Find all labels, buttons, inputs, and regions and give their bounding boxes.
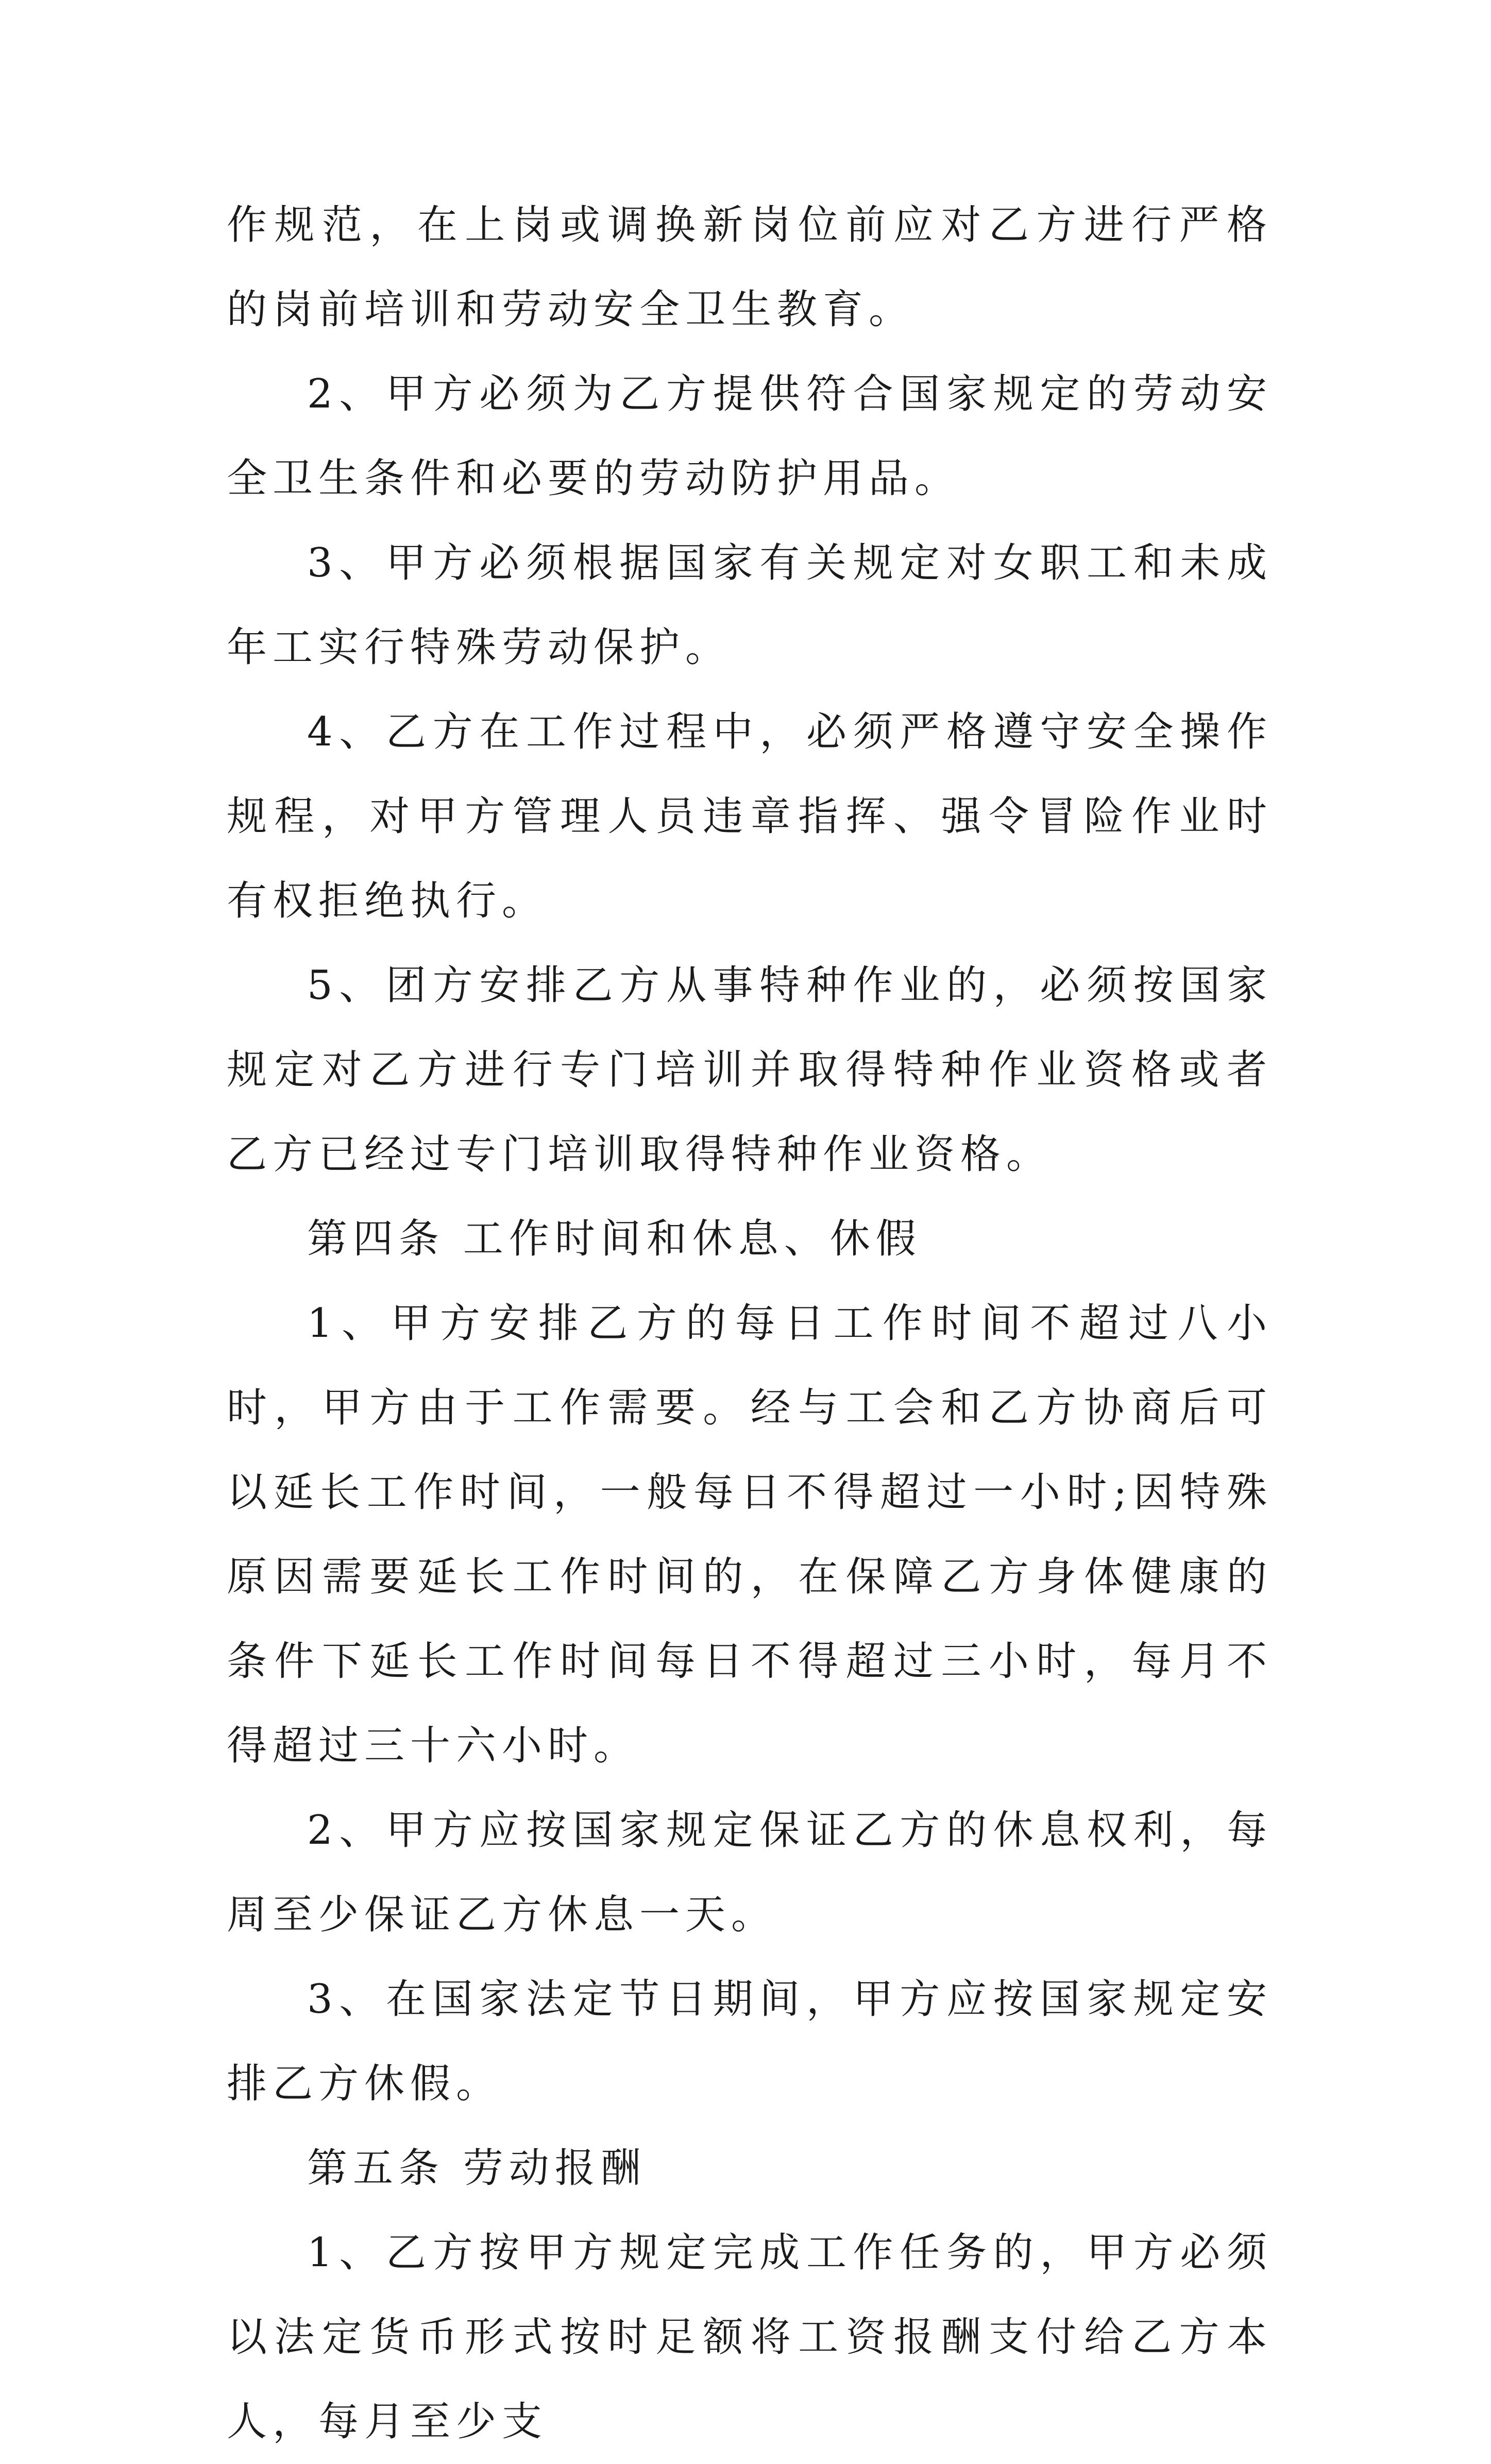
- paragraph-item-2-safety-conditions: 2、甲方必须为乙方提供符合国家规定的劳动安全卫生条件和必要的劳动防护用品。: [227, 371, 1273, 502]
- document-body: [227, 183, 1273, 2464]
- paragraph-article-4-item-1-working-hours: 1、甲方安排乙方的每日工作时间不超过八小时，甲方由于工作需要。经与工会和乙方协商后可以延长工作时间，一般每日不得超过一小时;因特殊原因需要延长工作时间的，在保障乙方身体健康的条件下延长工作时间每日不得超过三小时，每月不得超过三十六小时。: [227, 1300, 1273, 1769]
- paragraph-article-4-item-3-holidays: 3、在国家法定节日期间，甲方应按国家规定安排乙方休假。: [227, 1976, 1273, 2107]
- paragraph-article-4-item-2-rest-rights: 2、甲方应按国家规定保证乙方的休息权利，每周至少保证乙方休息一天。: [227, 1807, 1273, 1938]
- article-4-heading: 第四条 工作时间和休息、休假: [307, 1216, 922, 1262]
- paragraph-article-5-item-1-wages: 1、乙方按甲方规定完成工作任务的，甲方必须以法定货币形式按时足额将工资报酬支付给乙方本人，每月至少支: [227, 2230, 1273, 2445]
- article-5-heading: 第五条 劳动报酬: [307, 2145, 647, 2191]
- paragraph-item-5-special-operations: 5、团方安排乙方从事特种作业的，必须按国家规定对乙方进行专门培训并取得特种作业资格或者乙方已经过专门培训取得特种作业资格。: [227, 962, 1273, 1178]
- paragraph-item-3-special-protection: 3、甲方必须根据国家有关规定对女职工和未成年工实行特殊劳动保护。: [227, 540, 1273, 671]
- paragraph-item-4-safety-rules: 4、乙方在工作过程中，必须严格遵守安全操作规程，对甲方管理人员违章指挥、强令冒险作业时有权拒绝执行。: [227, 709, 1273, 924]
- paragraph-continued-training: 作规范，在上岗或调换新岗位前应对乙方进行严格的岗前培训和劳动安全卫生教育。: [227, 202, 1273, 333]
